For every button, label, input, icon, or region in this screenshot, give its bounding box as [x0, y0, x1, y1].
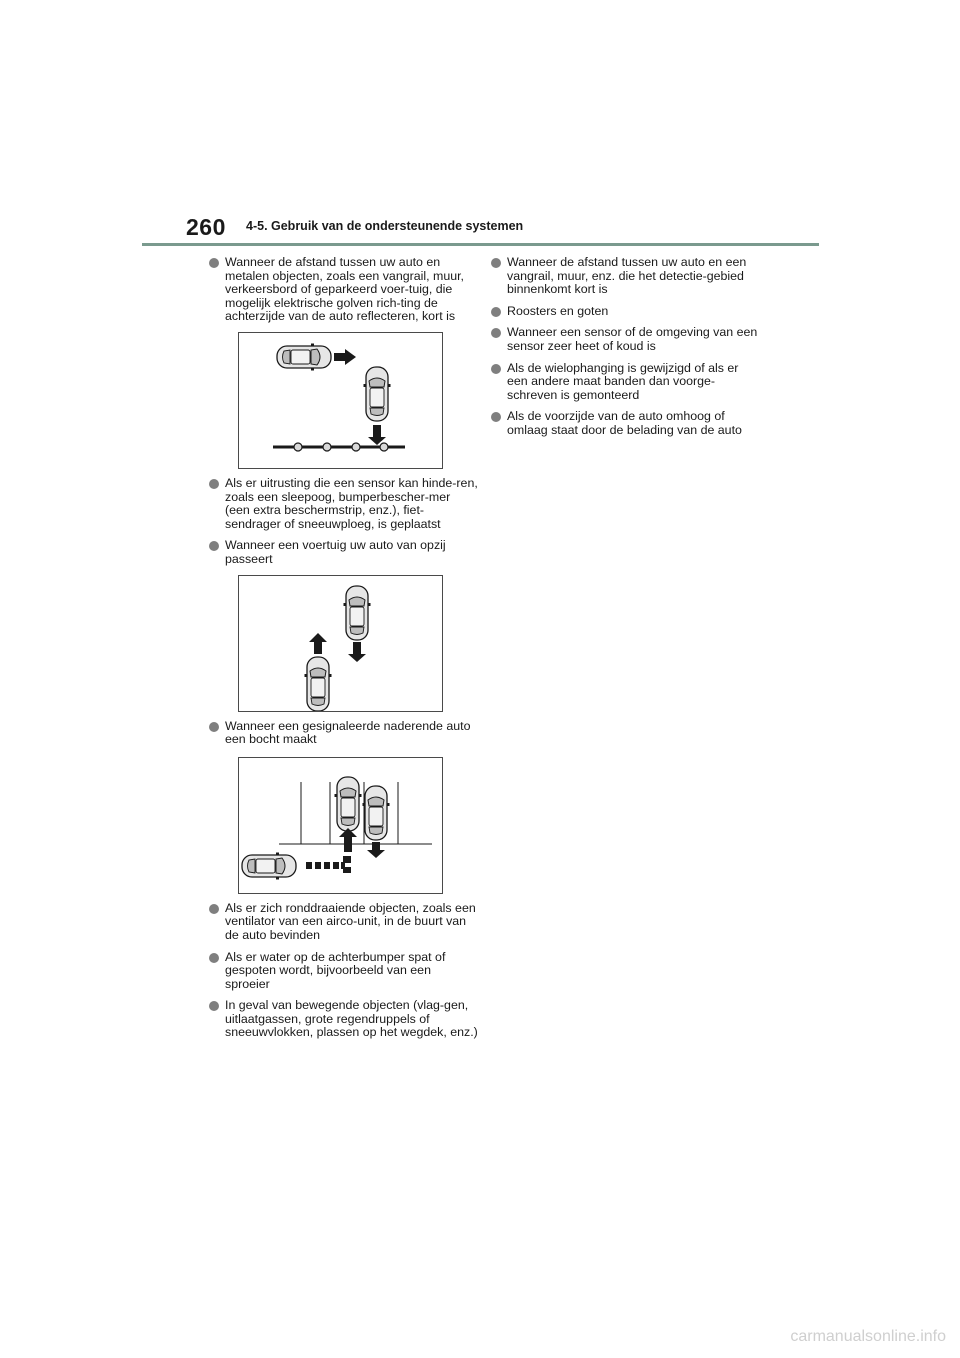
list-item	[208, 256, 478, 324]
header-rule	[142, 243, 819, 246]
bullet-text: Als er zich ronddraaiende objecten, zoals een ventilator van een airco-unit, in de buurt van de auto bevinden	[225, 900, 476, 942]
bullet-text: Als er water op de achterbumper spat of gespoten wordt, bijvoorbeeld van een sproeier	[225, 949, 446, 991]
list-item	[208, 477, 478, 531]
bullet-icon	[209, 479, 219, 489]
list-item	[208, 539, 478, 566]
list-item	[490, 256, 760, 297]
illustration-guardrail	[238, 332, 443, 469]
guardrail-diagram	[239, 333, 442, 468]
list-item	[490, 305, 760, 319]
bullet-icon	[209, 904, 219, 914]
bullet-icon	[491, 328, 501, 338]
list-item	[208, 902, 478, 943]
list-item	[208, 720, 478, 747]
passing-vehicle-diagram	[239, 576, 442, 711]
watermark-text: carmanualsonline.info	[790, 1328, 946, 1345]
bullet-text: Als de wielophanging is gewijzigd of als er een andere maat banden dan voorge-schreven is gemonteerd	[507, 360, 739, 402]
list-item	[490, 410, 760, 437]
bullet-text: Wanneer een gesignaleerde naderende auto een bocht maakt	[225, 718, 471, 747]
left-column	[208, 256, 478, 1048]
bullet-icon	[491, 364, 501, 374]
bullet-text: In geval van bewegende objecten (vlag-gen, uitlaatgassen, grote regendruppels of sneeuwvlokken, plassen op het wegdek, enz.)	[225, 998, 478, 1040]
page-number: 260	[186, 214, 226, 240]
illustration-turning-car	[238, 757, 443, 894]
section-title: 4-5. Gebruik van de ondersteunende systemen	[246, 219, 524, 233]
right-column	[490, 256, 760, 446]
bullet-text: Wanneer de afstand tussen uw auto en een vangrail, muur, enz. die het detectie-gebied binnenkomt kort is	[507, 255, 747, 297]
bullet-icon	[491, 307, 501, 317]
bullet-text: Wanneer een voertuig uw auto van opzij passeert	[225, 538, 446, 566]
bullet-text: Roosters en goten	[507, 303, 609, 318]
bullet-icon	[491, 258, 501, 268]
bullet-icon	[209, 541, 219, 551]
bullet-text: Als de voorzijde van de auto omhoog of omlaag staat door de belading van de auto	[507, 409, 742, 437]
bullet-icon	[209, 258, 219, 268]
bullet-icon	[209, 953, 219, 963]
bullet-icon	[209, 1001, 219, 1011]
bullet-text: Wanneer de afstand tussen uw auto en metalen objecten, zoals een vangrail, muur, verkeersbord of geparkeerd voer-tuig, die mogelijk elektrische golven rich-ting de achterzijde van de auto reflecteren, kort is	[225, 255, 465, 324]
list-item	[490, 326, 760, 353]
bullet-text: Wanneer een sensor of de omgeving van een sensor zeer heet of koud is	[507, 325, 758, 353]
bullet-text: Als er uitrusting die een sensor kan hinde-ren, zoals een sleepoog, bumperbescher-mer (een extra beschermstrip, enz.), fiet-sendrager of sneeuwploeg, is geplaatst	[225, 475, 478, 531]
list-item	[208, 999, 478, 1040]
bullet-icon	[209, 722, 219, 732]
list-item	[208, 951, 478, 992]
list-item	[490, 362, 760, 403]
bullet-icon	[491, 412, 501, 422]
illustration-passing-vehicle	[238, 575, 443, 712]
turning-car-diagram	[239, 758, 442, 893]
